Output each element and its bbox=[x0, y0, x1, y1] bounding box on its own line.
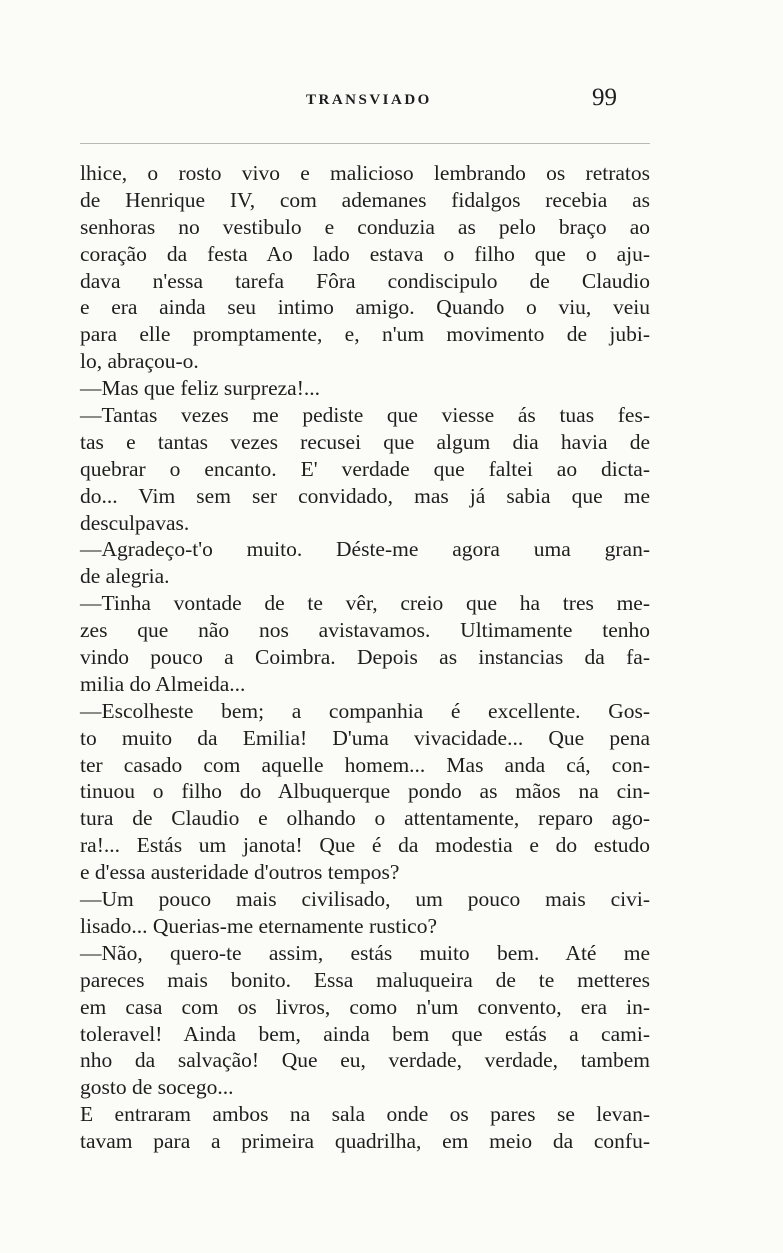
page-number: 99 bbox=[592, 84, 617, 111]
text-line: de alegria. bbox=[80, 564, 170, 589]
text-line: para elle promptamente, e, n'um movimento de jubi- bbox=[80, 322, 650, 347]
text-line: —Mas que feliz surpreza!... bbox=[80, 376, 320, 401]
page-header bbox=[80, 82, 650, 122]
text-line: dava n'essa tarefa Fôra condiscipulo de Claudio bbox=[80, 268, 650, 293]
text-line: —Um pouco mais civilisado, um pouco mais civi- bbox=[80, 887, 650, 912]
text-line: tavam para a primeira quadrilha, em meio da confu- bbox=[80, 1129, 650, 1154]
text-line: to muito da Emilia! D'uma vivacidade... Que pena bbox=[80, 725, 650, 750]
text-line: gosto de socego... bbox=[80, 1075, 234, 1100]
text-line: —Tinha vontade de te vêr, creio que ha tres me- bbox=[80, 591, 650, 616]
text-line: desculpavas. bbox=[80, 510, 190, 535]
text-line: em casa com os livros, como n'um convento, era in- bbox=[80, 994, 650, 1019]
text-line: nho da salvação! Que eu, verdade, verdade, tambem bbox=[80, 1048, 650, 1073]
text-line: ra!... Estás um janota! Que é da modestia e do estudo bbox=[80, 833, 650, 858]
text-line: E entraram ambos na sala onde os pares se levan- bbox=[80, 1102, 650, 1127]
text-line: ter casado com aquelle homem... Mas anda cá, con- bbox=[80, 752, 650, 777]
text-line: —Escolheste bem; a companhia é excellente. Gos- bbox=[80, 698, 650, 723]
text-line: coração da festa Ao lado estava o filho que o aju- bbox=[80, 241, 650, 266]
text-line: tura de Claudio e olhando o attentamente, reparo ago- bbox=[80, 806, 650, 831]
text-line: de Henrique IV, com ademanes fidalgos recebia as bbox=[80, 187, 650, 212]
text-line: vindo pouco a Coimbra. Depois as instancias da fa- bbox=[80, 645, 650, 670]
text-line: zes que não nos avistavamos. Ultimamente tenho bbox=[80, 618, 650, 643]
body-text bbox=[80, 160, 650, 1155]
running-title: TRANSVIADO bbox=[306, 92, 432, 108]
text-line: —Não, quero-te assim, estás muito bem. Até me bbox=[80, 940, 650, 965]
text-line: tas e tantas vezes recusei que algum dia havia de bbox=[80, 429, 650, 454]
text-line: —Tantas vezes me pediste que viesse ás tuas fes- bbox=[80, 403, 650, 428]
text-line: quebrar o encanto. E' verdade que faltei ao dicta- bbox=[80, 456, 650, 481]
text-line: —Agradeço-t'o muito. Déste-me agora uma gran- bbox=[80, 537, 650, 562]
text-line: lhice, o rosto vivo e malicioso lembrando os retratos bbox=[80, 161, 650, 185]
header-rule bbox=[80, 143, 650, 144]
text-line: toleravel! Ainda bem, ainda bem que estás a cami- bbox=[80, 1021, 650, 1046]
text-line: senhoras no vestibulo e conduzia as pelo braço ao bbox=[80, 214, 650, 239]
text-line: lo, abraçou-o. bbox=[80, 349, 199, 374]
text-line: do... Vim sem ser convidado, mas já sabia que me bbox=[80, 483, 650, 508]
text-line: pareces mais bonito. Essa maluqueira de te metteres bbox=[80, 967, 650, 992]
text-line: e d'essa austeridade d'outros tempos? bbox=[80, 860, 400, 885]
text-line: tinuou o filho do Albuquerque pondo as mãos na cin- bbox=[80, 779, 650, 804]
text-line: milia do Almeida... bbox=[80, 671, 246, 696]
text-line: e era ainda seu intimo amigo. Quando o viu, veiu bbox=[80, 295, 650, 320]
text-line: lisado... Querias-me eternamente rustico? bbox=[80, 913, 437, 938]
